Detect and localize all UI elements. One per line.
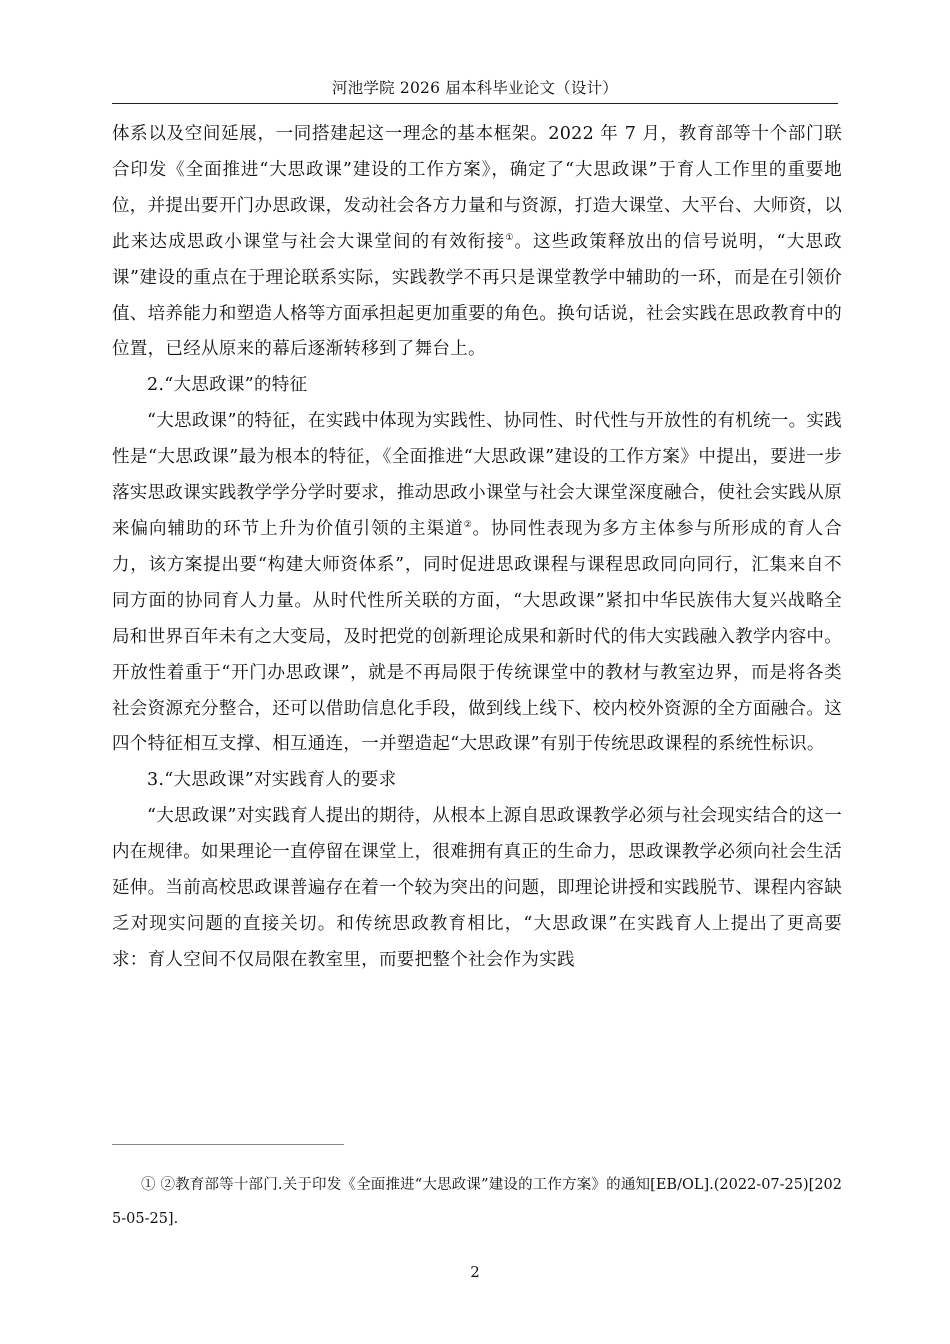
footnote-ref-2[interactable]: ② — [463, 520, 473, 531]
paragraph-requirements: “大思政课”对实践育人提出的期待，从根本上源自思政课教学必须与社会现实结合的这一内在规律。如果理论一直停留在课堂上，很难拥有真正的生命力，思政课教学必须向社会生活延伸。当前高校思政课普遍存在着一个较为突出的问题，即理论讲授和实践脱节、课程内容缺乏对现实问题的直接关切。和传统思政教育相比，“大思政课”在实践育人上提出了更高要求：育人空间不仅局限在教室里，而要把整个社会作为实践 — [112, 806, 842, 970]
footnote: ① ②教育部等十部门.关于印发《全面推进“大思政课”建设的工作方案》的通知[EB/OL].(2022-07-25)[2025-05-25]. — [112, 1177, 842, 1227]
section-heading-3: 3.“大思政课”对实践育人的要求 — [147, 770, 397, 791]
paragraph-features — [112, 404, 842, 763]
header-divider — [112, 103, 838, 104]
paragraph-continued — [112, 117, 842, 368]
paragraph-text: 体系以及空间延展，一同搭建起这一理念的基本框架。2022 年 7 月，教育部等十个部门联合印发《全面推进“大思政课”建设的工作方案》，确定了“大思政课”于育人工作里的重要地位，并提出要开门办思政课，发动社会各方力量和与资源，打造大课堂、大平台、大师资，以此来达成思政小课堂与社会大课堂间的有效衔接 — [112, 124, 842, 252]
paragraph-text-tail: 。协同性表现为多方主体参与所形成的育人合力，该方案提出要“构建大师资体系”，同时促进思政课程与课程思政同向同行，汇集来自不同方面的协同育人力量。从时代性所关联的方面，“大思政课”紧扣中华民族伟大复兴战略全局和世界百年未有之大变局，及时把党的创新理论成果和新时代的伟大实践融入教学内容中。开放性着重于“开门办思政课”，就是不再局限于传统课堂中的教材与教室边界，而是将各类社会资源充分整合，还可以借助信息化手段，做到线上线下、校内校外资源的全方面融合。这四个特征相互支撑、相互通连，一并塑造起“大思政课”有别于传统思政课程的系统性标识。 — [112, 518, 842, 755]
footnote-divider — [112, 1144, 344, 1145]
section-heading-2: 2.“大思政课”的特征 — [147, 375, 308, 396]
page-number: 2 — [470, 1263, 480, 1281]
page-header: 河池学院 2026 届本科毕业论文（设计） — [331, 79, 618, 97]
paragraph-text: “大思政课”的特征，在实践中体现为实践性、协同性、时代性与开放性的有机统一。实践性是“大思政课”最为根本的特征，《全面推进“大思政课”建设的工作方案》中提出，要进一步落实思政课实践教学学分学时要求，推动思政小课堂与社会大课堂深度融合，使社会实践从原来偏向辅助的环节上升为价值引领的主渠道 — [112, 411, 842, 539]
paragraph-text-tail: 。这些政策释放出的信号说明，“大思政课”建设的重点在于理论联系实际，实践教学不再只是课堂教学中辅助的一环，而是在引领价值、培养能力和塑造人格等方面承担起更加重要的角色。换句话说，社会实践在思政教育中的位置，已经从原来的幕后逐渐转移到了舞台上。 — [112, 231, 842, 360]
body-text — [112, 117, 842, 979]
footnote-ref-1[interactable]: ① — [505, 232, 515, 243]
